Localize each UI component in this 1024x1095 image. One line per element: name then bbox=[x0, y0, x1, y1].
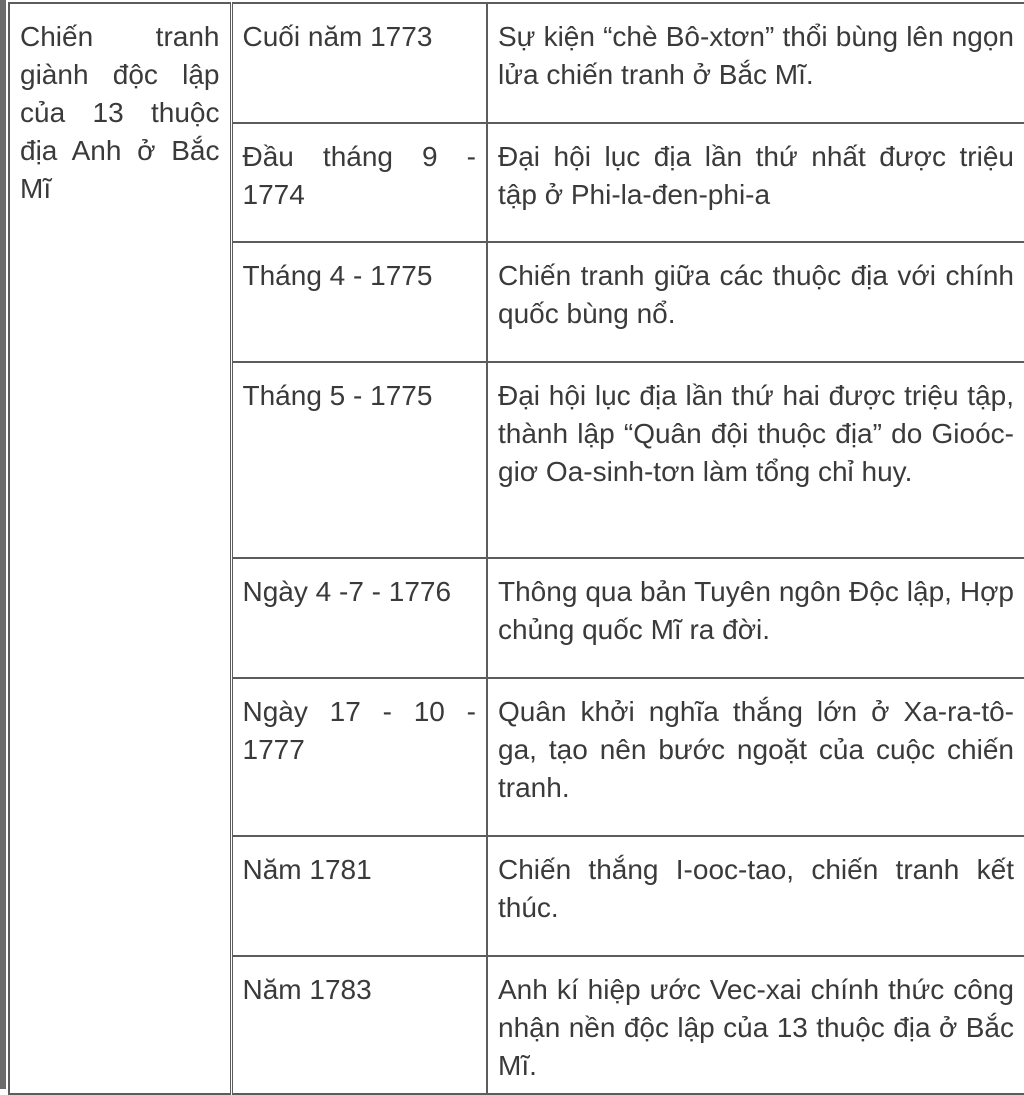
table-row bbox=[9, 3, 1024, 123]
event-cell: Đại hội lục địa lần thứ nhất được triệu tập ở Phi-la-đen-phi-a bbox=[487, 123, 1024, 242]
time-cell: Ngày 4 -7 - 1776 bbox=[231, 558, 487, 678]
history-table bbox=[8, 2, 1024, 1095]
time-cell: Tháng 5 - 1775 bbox=[231, 362, 487, 558]
time-cell: Năm 1781 bbox=[231, 836, 487, 956]
event-cell: Thông qua bản Tuyên ngôn Độc lập, Hợp chủng quốc Mĩ ra đời. bbox=[487, 558, 1024, 678]
time-cell: Năm 1783 bbox=[231, 956, 487, 1094]
time-cell: Tháng 4 - 1775 bbox=[231, 242, 487, 362]
event-cell: Chiến thắng I-ooc-tao, chiến tranh kết thúc. bbox=[487, 836, 1024, 956]
event-cell: Anh kí hiệp ước Vec-xai chính thức công nhận nền độc lập của 13 thuộc địa ở Bắc Mĩ. bbox=[487, 956, 1024, 1094]
time-cell: Ngày 17 - 10 - 1777 bbox=[231, 678, 487, 836]
event-cell: Sự kiện “chè Bô-xtơn” thổi bùng lên ngọn lửa chiến tranh ở Bắc Mĩ. bbox=[487, 3, 1024, 123]
time-cell: Cuối năm 1773 bbox=[231, 3, 487, 123]
event-cell: Đại hội lục địa lần thứ hai được triệu tập, thành lập “Quân đội thuộc địa” do Gioóc-giơ Oa-sinh-tơn làm tổng chỉ huy. bbox=[487, 362, 1024, 558]
time-cell: Đầu tháng 9 - 1774 bbox=[231, 123, 487, 242]
topic-cell: Chiến tranh giành độc lập của 13 thuộc địa Anh ở Bắc Mĩ bbox=[9, 3, 231, 1094]
event-cell: Quân khởi nghĩa thắng lớn ở Xa-ra-tô-ga, tạo nên bước ngoặt của cuộc chiến tranh. bbox=[487, 678, 1024, 836]
event-cell: Chiến tranh giữa các thuộc địa với chính quốc bùng nổ. bbox=[487, 242, 1024, 362]
